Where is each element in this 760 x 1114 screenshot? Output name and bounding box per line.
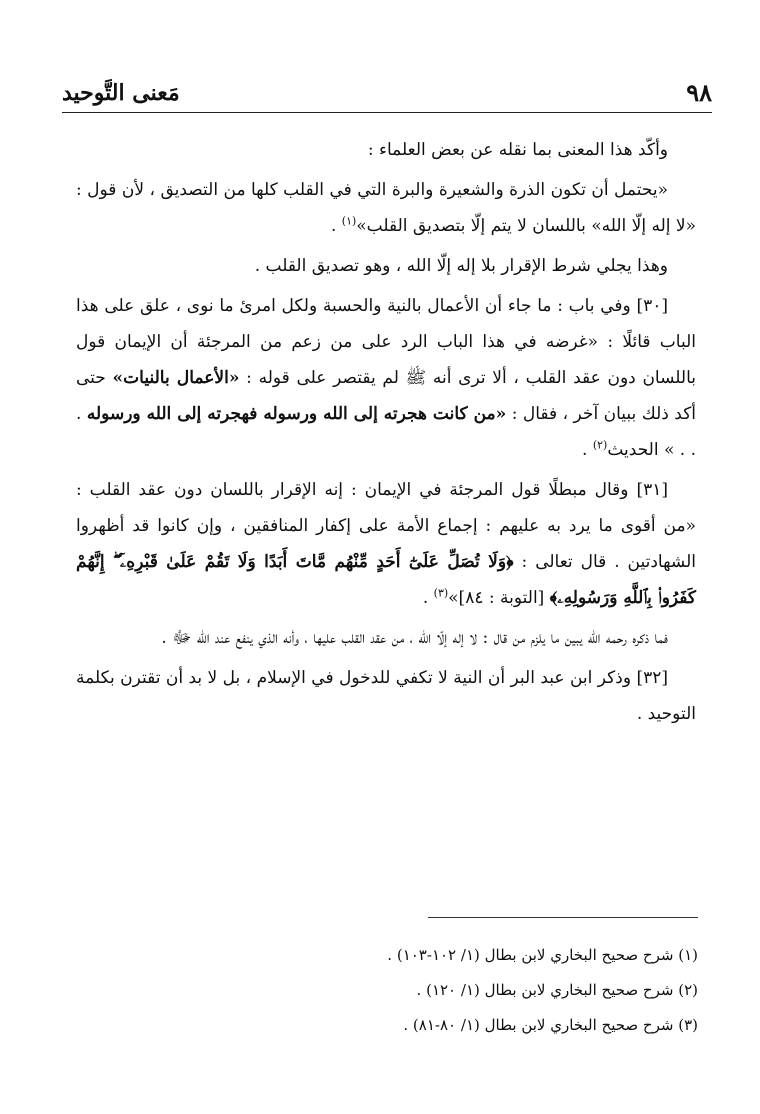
page-number: ٩٨	[686, 78, 712, 107]
paragraph-3-text: وهذا يجلي شرط الإقرار بلا إله إلّا الله ، وهو تصديق القلب .	[254, 256, 668, 276]
paragraph-30-text-a: [٣٠] وفي باب : ما جاء أن الأعمال بالنية والحسبة ولكل امرئ ما نوى ، علق على هذا الباب قائلًا : «غرضه في هذا الباب الرد على من زعم من المرجئة أن الإيمان قول باللسان دون عقد القلب ، ألا ترى أنه ﷺ لم يقتصر على قوله :	[76, 296, 696, 388]
quran-verse: ﴿وَلَا تُصَلِّ عَلَىٰٓ أَحَدٍ مِّنْهُم مَّاتَ أَبَدًا وَلَا تَقُمْ عَلَىٰ قَبْرِهِۦٓ ۖ إِنَّهُمْ كَفَرُوا۟ بِٱللَّهِ وَرَسُولِهِۦ﴾	[76, 552, 696, 608]
paragraph-2-end: .	[330, 216, 342, 236]
paragraph-30	[76, 288, 696, 468]
body-text	[76, 132, 696, 736]
paragraph-31-text-b: [التوبة : ٨٤]»	[448, 588, 550, 608]
footnotes	[200, 938, 698, 1043]
footnote-rule	[428, 917, 698, 918]
paragraph-31-text-a: [٣١] وقال مبطلًا قول المرجئة في الإيمان : إنه الإقرار باللسان دون عقد القلب : «من أقوى ما يرد به عليهم : إجماع الأمة على إكفار المنافقين ، وإن كانوا قد أظهروا الشهادتين . قال تعالى :	[76, 480, 696, 572]
paragraph-30-end: .	[582, 440, 593, 460]
paragraph-32	[76, 660, 696, 732]
footnote-ref-3[interactable]: (٣)	[433, 586, 449, 600]
paragraph-2-quote: «يحتمل أن تكون الذرة والشعيرة والبرة التي في القلب كلها من التصديق ، لأن قول : «لا إله إلّا الله» باللسان لا يتم إلّا بتصديق القلب»	[76, 180, 696, 236]
footnote-ref-1[interactable]: (١)	[341, 214, 357, 228]
footnote-ref-2[interactable]: (٢)	[592, 438, 608, 452]
paragraph-31-end: .	[422, 588, 434, 608]
hadith-quote-niyyat: «الأعمال بالنيات»	[112, 368, 240, 388]
paragraph-32-text: [٣٢] وذكر ابن عبد البر أن النية لا تكفي للدخول في الإسلام ، بل لا بد أن تقترن بكلمة التوحيد .	[76, 668, 696, 724]
paragraph-31	[76, 472, 696, 616]
paragraph-3	[76, 248, 696, 284]
footnote-1: (١) شرح صحيح البخاري لابن بطال (١/ ١٠٢-١٠٣) .	[387, 946, 698, 964]
footnote-2: (٢) شرح صحيح البخاري لابن بطال (١/ ١٢٠) .	[416, 981, 698, 999]
paragraph-30-text-b: حتى أكد ذلك ببيان آخر ، فقال :	[76, 368, 697, 424]
paragraph-1-text: وأكّد هذا المعنى بما نقله عن بعض العلماء :	[367, 140, 668, 160]
header-rule	[62, 112, 712, 113]
footnote-3: (٣) شرح صحيح البخاري لابن بطال (١/ ٨٠-٨١) .	[403, 1016, 698, 1034]
running-title: مَعنى التَّوحيد	[62, 80, 180, 106]
hadith-quote-hijra: «من كانت هجرته إلى الله ورسوله فهجرته إلى الله ورسوله	[86, 404, 507, 424]
paragraph-2	[76, 172, 696, 244]
paragraph-6	[76, 620, 696, 656]
paragraph-6-text: فما ذكره رحمه الله يبين ما يلزم من قال : لا إله إلّا الله ، من عقد القلب عليها ، وأنه الذي ينفع عند الله ﷻ .	[161, 628, 668, 648]
paragraph-30-text-c: . . . » الحديث	[76, 404, 696, 460]
paragraph-1	[76, 132, 696, 168]
running-header	[62, 78, 712, 112]
